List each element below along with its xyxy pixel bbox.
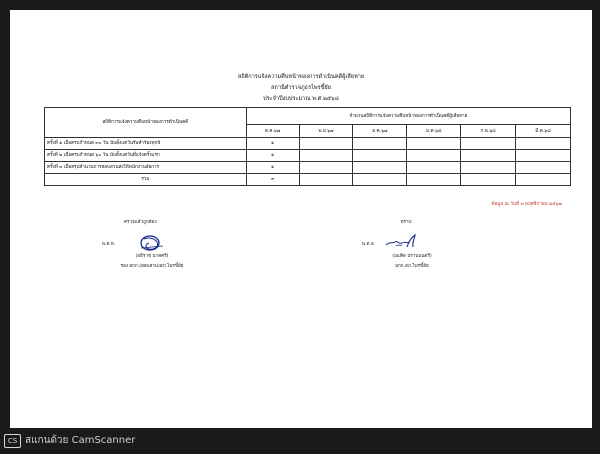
left-header: สถิติการแจ้งความคืบหน้าของการดำเนินคดี <box>45 108 247 138</box>
stats-table <box>44 107 571 186</box>
table-row <box>45 150 571 162</box>
table-cell <box>353 150 407 162</box>
table-row <box>45 162 571 174</box>
row-label: ครั้งที่ ๓ เมื่อสรุปสำนวนการสอบสวนส่งให้พนักงานอัยการ <box>45 162 247 174</box>
right-header: จำนวนสถิติการแจ้งความคืบหน้าของการดำเนินคดีผู้เสียหาย <box>246 108 570 125</box>
signer-name-left: (อธิราช นาคศรี) <box>135 254 169 259</box>
month-header: ต.ค.๖๗ <box>246 125 299 138</box>
table-cell <box>461 138 516 150</box>
camscanner-text: สแกนด้วย CamScanner <box>25 435 136 446</box>
table-cell <box>516 138 571 150</box>
total-cell <box>461 174 516 186</box>
document-page <box>10 10 592 428</box>
row-label: ครั้งที่ ๒ เมื่อครบกำหนด ๖๐ วัน นับตั้งแต่วันที่แจ้งครั้งแรก <box>45 150 247 162</box>
table-cell <box>407 162 461 174</box>
table-cell <box>407 138 461 150</box>
table-cell: ๑ <box>246 162 299 174</box>
rank-prefix-right: พ.ต.อ. <box>362 242 376 247</box>
total-label: รวม <box>45 174 247 186</box>
rank-prefix: พ.ต.ท. <box>102 242 116 247</box>
table-cell <box>461 162 516 174</box>
total-cell <box>407 174 461 186</box>
station-name: สถานีตำรวจภูธรไพรขี้ยัย <box>271 85 331 91</box>
signature-heading-right: ทราบ <box>400 220 412 225</box>
signature-block-left <box>74 219 204 226</box>
signer-position-right: ผกก.สภ.ไพรขี้ยัย <box>395 264 429 269</box>
camscanner-watermark <box>4 433 135 448</box>
table-cell <box>407 150 461 162</box>
signature-left-icon <box>130 233 170 253</box>
document-title: สถิติการแจ้งความคืบหน้าของการดำเนินคดีผู้เสียหาย <box>237 74 365 80</box>
data-as-of-note: ข้อมูล ณ วันที่ ๓ พฤศจิกายน ๒๕๖๗ <box>491 202 562 207</box>
signature-heading: ตรวจแล้วถูกต้อง <box>124 220 157 225</box>
table-cell: ๑ <box>246 150 299 162</box>
table-cell <box>299 138 353 150</box>
total-cell <box>516 174 571 186</box>
total-cell: ๓ <box>246 174 299 186</box>
camscanner-logo-icon: CS <box>4 434 21 448</box>
table-cell <box>299 150 353 162</box>
total-cell <box>299 174 353 186</box>
table-cell <box>353 138 407 150</box>
month-header: ม.ค.๖๘ <box>407 125 461 138</box>
row-label: ครั้งที่ ๑ เมื่อครบกำหนด ๓๐ วัน นับตั้งแต่วันรับคำร้องทุกข์ <box>45 138 247 150</box>
total-cell <box>353 174 407 186</box>
total-row <box>45 174 571 186</box>
table-cell <box>461 150 516 162</box>
fiscal-year: ประจำปีงบประมาณ พ.ศ.๒๕๖๘ <box>263 96 339 102</box>
month-header: พ.ย.๖๗ <box>299 125 353 138</box>
table-cell <box>516 150 571 162</box>
table-cell <box>353 162 407 174</box>
month-header: ก.พ.๖๘ <box>461 125 516 138</box>
signer-position-left: รอง ผกก.(สอบสวน)สภ.ไพรขี้ยัย <box>120 264 184 269</box>
month-header: ธ.ค.๖๗ <box>353 125 407 138</box>
table-cell: ๑ <box>246 138 299 150</box>
table-cell <box>299 162 353 174</box>
signer-name-right: (ณเศิด ปราบมนตรี) <box>392 254 432 259</box>
table-cell <box>516 162 571 174</box>
signature-right-icon <box>382 232 422 250</box>
table-row <box>45 138 571 150</box>
month-header: มี.ค.๖๘ <box>516 125 571 138</box>
